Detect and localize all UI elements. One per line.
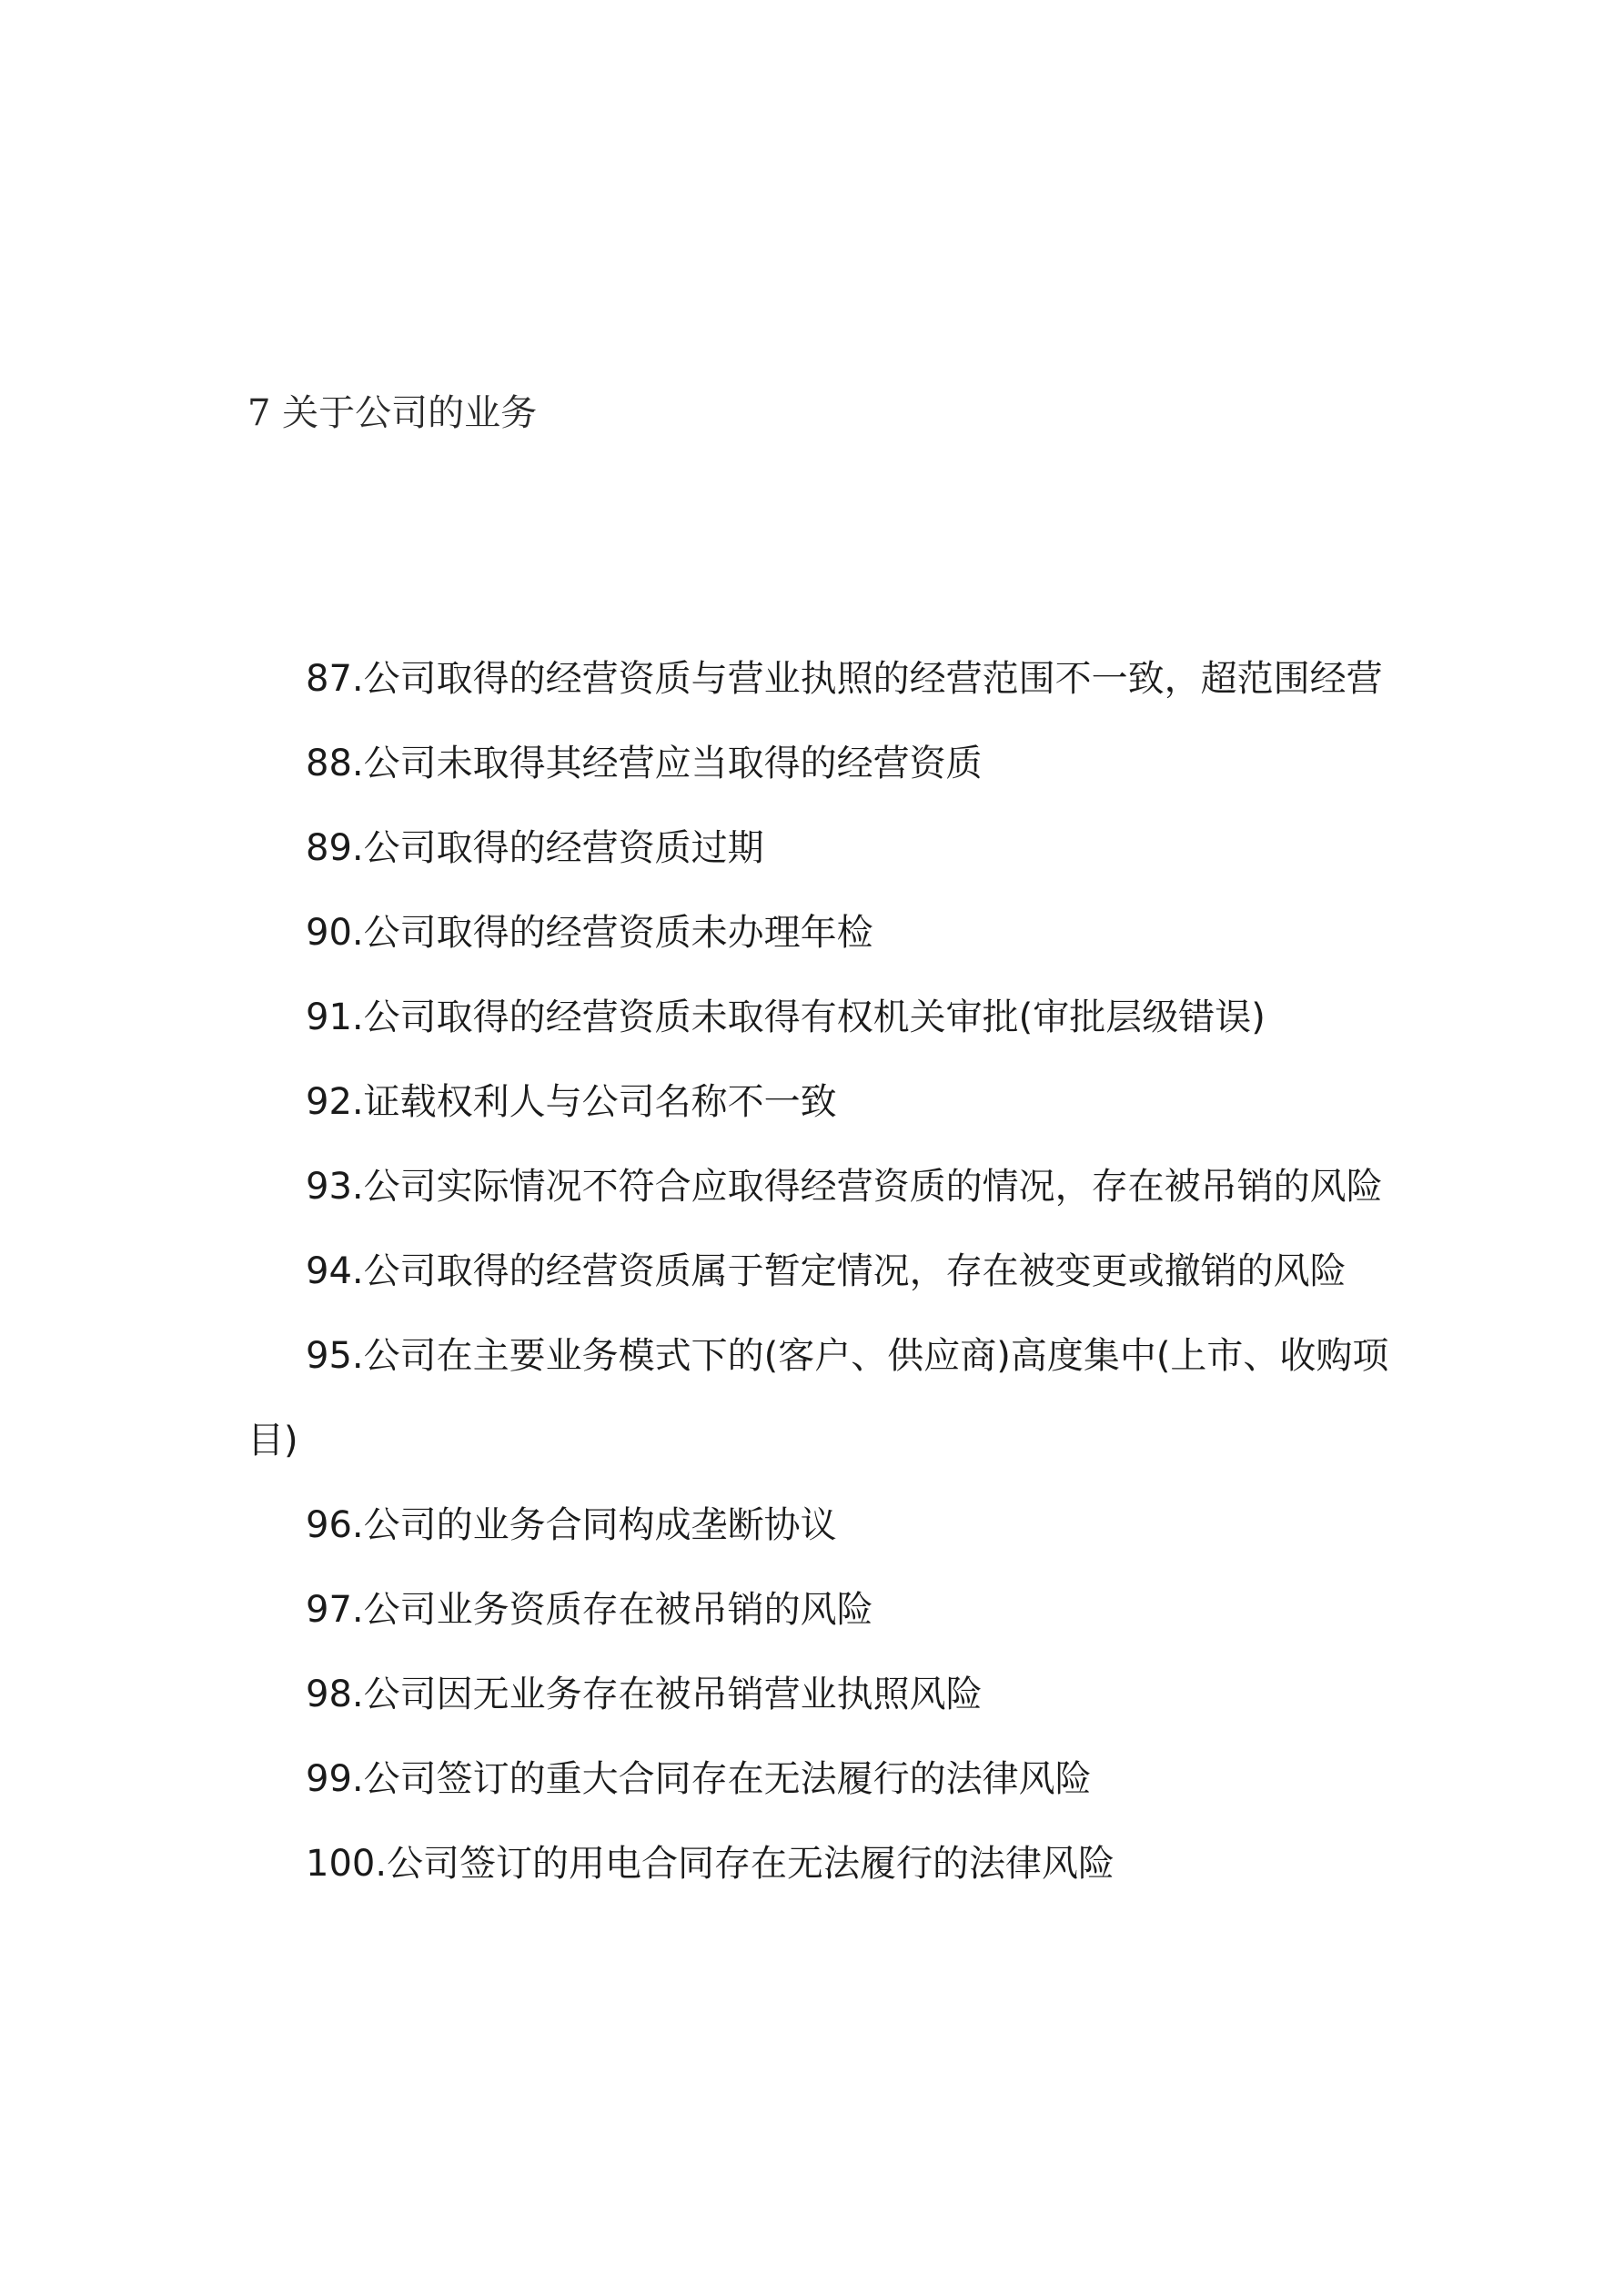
- list-item: 99.公司签订的重大合同存在无法履行的法律风险: [306, 1758, 1092, 1800]
- list-item: 98.公司因无业务存在被吊销营业执照风险: [306, 1674, 983, 1715]
- list-item: 100.公司签订的用电合同存在无法履行的法律风险: [306, 1843, 1115, 1885]
- list-item: 87.公司取得的经营资质与营业执照的经营范围不一致，超范围经营: [306, 658, 1383, 700]
- section-heading: 7 关于公司的业务: [247, 392, 538, 434]
- list-item: 93.公司实际情况不符合应取得经营资质的情况，存在被吊销的风险: [306, 1166, 1383, 1208]
- list-item: 95.公司在主要业务模式下的(客户、供应商)高度集中(上市、收购项目): [247, 1335, 1389, 1462]
- list-item: 97.公司业务资质存在被吊销的风险: [306, 1589, 873, 1631]
- list-item: 94.公司取得的经营资质属于暂定情况，存在被变更或撤销的风险: [306, 1250, 1347, 1292]
- list-item: 90.公司取得的经营资质未办理年检: [306, 912, 873, 954]
- list-item: 89.公司取得的经营资质过期: [306, 827, 764, 869]
- list-item: 91.公司取得的经营资质未取得有权机关审批(审批层级错误): [306, 996, 1266, 1038]
- list-item: 92.证载权利人与公司名称不一致: [306, 1081, 837, 1123]
- list-item: 88.公司未取得其经营应当取得的经营资质: [306, 743, 983, 784]
- list-item: 96.公司的业务合同构成垄断协议: [306, 1504, 837, 1546]
- item-list: [247, 637, 1394, 1907]
